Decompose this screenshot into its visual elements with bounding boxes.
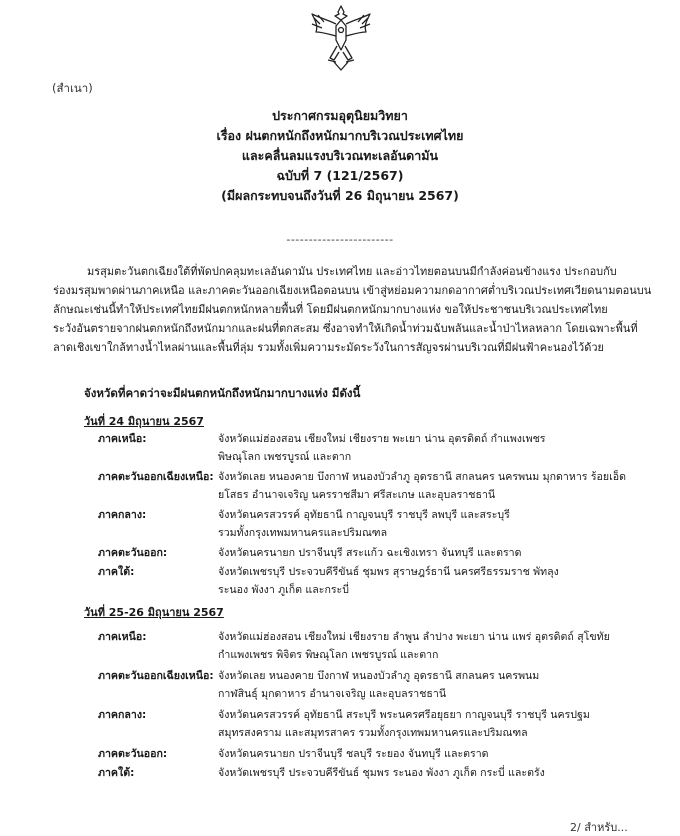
province-line: จังหวัดนครสวรรค์ อุทัยธานี สระบุรี พระนครศรีอยุธยา กาญจนบุรี ราชบุรี นครปฐม [218,709,590,721]
region-name: ภาคเหนือ: [98,433,147,445]
province-list [218,667,648,703]
region-name: ภาคตะวันออกเฉียงเหนือ: [98,471,214,483]
province-list [218,506,648,542]
region-name: ภาคตะวันออก: [98,547,168,559]
province-list [218,544,648,562]
province-list [218,468,648,504]
header-line-agency: ประกาศกรมอุตุนิยมวิทยา [272,108,408,123]
separator-line: ------------------------ [286,233,394,246]
province-line: จังหวัดเพชรบุรี ประจวบคีรีขันธ์ ชุมพร ระนอง พังงา ภูเก็ต กระบี่ และตรัง [218,767,545,779]
province-line: จังหวัดนครนายก ปราจีนบุรี ชลบุรี ระยอง จันทบุรี และตราด [218,748,489,760]
province-list [218,628,648,664]
province-line: จังหวัดเพชรบุรี ประจวบคีรีขันธ์ ชุมพร สุราษฎร์ธานี นครศรีธรรมราช พัทลุง [218,566,559,578]
province-line: จังหวัดนครสวรรค์ อุทัยธานี กาญจนบุรี ราชบุรี ลพบุรี และสระบุรี [218,509,510,521]
region-name: ภาคตะวันออกเฉียงเหนือ: [98,670,214,682]
province-list [218,706,648,742]
region-name: ภาคเหนือ: [98,631,147,643]
page-continuation: 2/ สำหรับ... [570,821,628,834]
body-line: ระวังอันตรายจากฝนตกหนักถึงหนักมากและฝนที่ตกสะสม ซึ่งอาจทำให้เกิดน้ำท่วมฉับพลันและน้ำป่าไหลหลาก โดยเฉพาะพื้นที่ [53,322,638,335]
header-line-effective-date: (มีผลกระทบจนถึงวันที่ 26 มิถุนายน 2567) [221,188,459,203]
body-line: ลักษณะเช่นนี้ทำให้ประเทศไทยมีฝนตกหนักหลายพื้นที่ โดยมีฝนตกหนักมากบางแห่ง ขอให้ประชาชนบริเวณประเทศไทย [53,303,608,316]
section-title: จังหวัดที่คาดว่าจะมีฝนตกหนักถึงหนักมากบางแห่ง มีดังนี้ [84,386,361,400]
province-line: จังหวัดแม่ฮ่องสอน เชียงใหม่ เชียงราย พะเยา น่าน อุตรดิตถ์ กำแพงเพชร [218,433,546,445]
province-list [218,745,648,763]
province-list [218,430,648,466]
province-line: จังหวัดแม่ฮ่องสอน เชียงใหม่ เชียงราย ลำพูน ลำปาง พะเยา น่าน แพร่ อุตรดิตถ์ สุโขทัย [218,631,610,643]
province-line: สมุทรสงคราม และสมุทรสาคร รวมทั้งกรุงเทพมหานครและปริมณฑล [218,727,528,739]
province-line: ยโสธร อำนาจเจริญ นครราชสีมา ศรีสะเกษ และอุบลราชธานี [218,489,496,501]
region-name: ภาคใต้: [98,566,135,578]
date-heading: วันที่ 24 มิถุนายน 2567 [84,415,204,428]
region-name: ภาคกลาง: [98,709,147,721]
region-name: ภาคกลาง: [98,509,147,521]
province-list [218,563,648,599]
province-line: กาฬสินธุ์ มุกดาหาร อำนาจเจริญ และอุบลราชธานี [218,688,447,700]
header-line-subject: เรื่อง ฝนตกหนักถึงหนักมากบริเวณประเทศไทย [216,128,464,143]
region-name: ภาคตะวันออก: [98,748,168,760]
province-line: จังหวัดนครนายก ปราจีนบุรี สระแก้ว ฉะเชิงเทรา จันทบุรี และตราด [218,547,522,559]
province-line: รวมทั้งกรุงเทพมหานครและปริมณฑล [218,527,388,539]
province-line: พิษณุโลก เพชรบูรณ์ และตาก [218,451,352,463]
body-line: มรสุมตะวันตกเฉียงใต้ที่พัดปกคลุมทะเลอันดามัน ประเทศไทย และอ่าวไทยตอนบนมีกำลังค่อนข้างแรง ประกอบกับ [87,265,617,278]
body-line: ลาดเชิงเขาใกล้ทางน้ำไหลผ่านและพื้นที่ลุ่ม รวมทั้งเพิ่มความระมัดระวังในการสัญจรผ่านบริเวณที่มีฝนฟ้าคะนองไว้ด้วย [53,341,604,354]
province-line: กำแพงเพชร พิจิตร พิษณุโลก เพชรบูรณ์ และตาก [218,649,439,661]
province-list [218,764,648,782]
region-name: ภาคใต้: [98,767,135,779]
announcement-header [0,106,680,206]
province-line: ระนอง พังงา ภูเก็ต และกระบี่ [218,584,349,596]
garuda-emblem-icon [304,2,378,72]
copy-mark: (สำเนา) [52,81,93,95]
header-line-issue-number: ฉบับที่ 7 (121/2567) [276,168,404,183]
province-line: จังหวัดเลย หนองคาย บึงกาฬ หนองบัวลำภู อุดรธานี สกลนคร นครพนม [218,670,540,682]
body-line: ร่องมรสุมพาดผ่านภาคเหนือ และภาคตะวันออกเฉียงเหนือตอนบน เข้าสู่หย่อมความกดอากาศต่ำบริเวณประเทศเวียดนามตอนบน [53,284,652,297]
date-heading: วันที่ 25-26 มิถุนายน 2567 [84,606,224,619]
body-paragraph [53,262,652,357]
province-line: จังหวัดเลย หนองคาย บึงกาฬ หนองบัวลำภู อุดรธานี สกลนคร นครพนม มุกดาหาร ร้อยเอ็ด [218,471,626,483]
header-line-subject-cont: และคลื่นลมแรงบริเวณทะเลอันดามัน [241,148,439,163]
